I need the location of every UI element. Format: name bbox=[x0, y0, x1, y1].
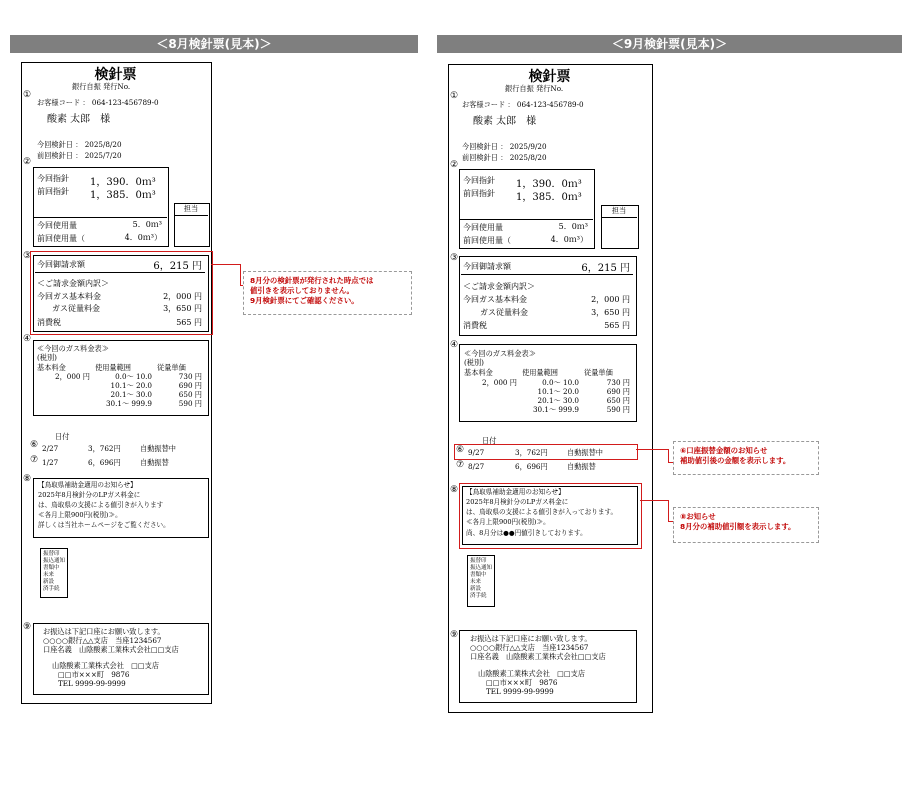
note-line: ⑧お知らせ bbox=[680, 512, 716, 521]
reading-divider bbox=[33, 217, 167, 218]
rate-table-taxnote: (税別) bbox=[37, 353, 57, 362]
pay-amount: 3，762円 bbox=[515, 448, 548, 457]
notice-line: は、鳥取県の支援による値引きが入ります bbox=[38, 501, 164, 509]
customer-code: お客様コード ： 064-123-456789-0 bbox=[462, 100, 584, 109]
rate-unit: 730 円 bbox=[606, 378, 630, 387]
rate-col-unit: 従量単価 bbox=[157, 363, 186, 372]
current-reading-label: 今回指針 bbox=[463, 176, 495, 185]
callout-line bbox=[240, 264, 241, 286]
slip-title: 検針票 bbox=[528, 69, 571, 85]
marker-9: ⑨ bbox=[450, 630, 459, 640]
rate-table-title: ≪今回のガス料金表≫ bbox=[37, 344, 109, 353]
header-august: ＜8月検針票(見本)＞ bbox=[10, 35, 418, 53]
previous-reading: 1，385．0ｍ³ bbox=[516, 192, 582, 203]
notice-line: ≪各月上限900円(税別)≫。 bbox=[466, 518, 550, 526]
breakdown-heading: ＜ご請求金額内訳＞ bbox=[463, 282, 535, 291]
current-usage: 5．0ｍ³ bbox=[132, 220, 162, 229]
bill-amount: 6，215 円 bbox=[581, 263, 630, 274]
bank-line: □□市×××町 9876 bbox=[58, 670, 130, 679]
breakdown-heading: ＜ご請求金額内訳＞ bbox=[37, 279, 109, 288]
usage-fee-label: ガス従量料金 bbox=[52, 304, 100, 313]
bank-line: 口座名義 山陰酸素工業株式会社□□支店 bbox=[470, 652, 606, 661]
rate-table-title: ≪今回のガス料金表≫ bbox=[464, 349, 536, 358]
marker-4: ④ bbox=[450, 340, 459, 350]
marker-4: ④ bbox=[23, 334, 32, 344]
rate-unit: 590 円 bbox=[606, 405, 630, 414]
rate-range: 30.1～ 999.9 bbox=[105, 399, 152, 408]
header-september: ＜9月検針票(見本)＞ bbox=[437, 35, 902, 53]
rate-range: 10.1～ 20.0 bbox=[537, 387, 579, 396]
note-line: 補助値引後の金額を表示します。 bbox=[680, 456, 791, 465]
rate-range: 30.1～ 999.9 bbox=[532, 405, 579, 414]
bill-divider bbox=[35, 272, 205, 273]
notice-line: 【鳥取県補助金適用のお知らせ】 bbox=[466, 488, 565, 496]
previous-usage-label: 前回使用量（ bbox=[463, 236, 511, 245]
stamp-text: 新設 bbox=[470, 586, 482, 592]
bank-line: TEL 9999-99-9999 bbox=[58, 679, 126, 688]
bank-line: 口座名義 山陰酸素工業株式会社□□支店 bbox=[43, 645, 179, 654]
note-line: 9月検針票にてご確認ください。 bbox=[250, 296, 359, 305]
slip-subtitle: 銀行自振 発行No. bbox=[505, 84, 564, 93]
customer-name: 酸素 太郎 様 bbox=[47, 114, 111, 125]
bank-line: □□市×××町 9876 bbox=[486, 678, 558, 687]
customer-code: お客様コード ： 064-123-456789-0 bbox=[37, 98, 159, 107]
rate-col-range: 使用量範囲 bbox=[522, 368, 558, 377]
pay-status: 自動振替中 bbox=[567, 448, 603, 457]
marker-7: ⑦ bbox=[456, 460, 465, 470]
marker-1: ① bbox=[450, 91, 459, 101]
previous-meter-date: 前回検針日 ： 2025/7/20 bbox=[37, 151, 122, 160]
stamp-text: 振込通知 bbox=[43, 558, 66, 564]
bank-line: ○○○○銀行△△支店 当座1234567 bbox=[470, 643, 589, 652]
rate-unit: 690 円 bbox=[606, 387, 630, 396]
stamp-text: 済手続 bbox=[470, 593, 487, 599]
pay-date: 1/27 bbox=[42, 458, 59, 467]
note-line: 8月分の検針票が発行された時点では bbox=[250, 276, 374, 285]
pay-date: 9/27 bbox=[468, 448, 485, 457]
usage-fee: 3，650 円 bbox=[591, 308, 630, 317]
rate-col-basic: 基本料金 bbox=[37, 363, 66, 372]
rate-range: 10.1～ 20.0 bbox=[110, 381, 152, 390]
rate-basic-fee: 2，000 円 bbox=[55, 372, 90, 381]
previous-reading-label: 前回指針 bbox=[37, 187, 69, 196]
marker-2: ② bbox=[450, 160, 459, 170]
current-reading: 1，390．0ｍ³ bbox=[516, 179, 582, 190]
marker-7: ⑦ bbox=[30, 455, 39, 465]
previous-usage: 4．0ｍ³） bbox=[124, 233, 162, 242]
callout-line bbox=[636, 449, 669, 450]
previous-reading: 1，385．0ｍ³ bbox=[90, 190, 156, 201]
callout-line bbox=[640, 500, 669, 501]
marker-9: ⑨ bbox=[23, 622, 32, 632]
rate-range: 0.0～ 10.0 bbox=[542, 378, 579, 387]
pay-amount: 6，696円 bbox=[88, 458, 121, 467]
pay-amount: 3，762円 bbox=[88, 444, 121, 453]
previous-usage-label: 前回使用量（ bbox=[37, 234, 85, 243]
current-usage-label: 今回使用量 bbox=[37, 221, 77, 230]
stamp-text: 済手続 bbox=[43, 586, 60, 592]
marker-6: ⑥ bbox=[456, 445, 465, 455]
notice-line: 尚、8月分は●●円値引きしております。 bbox=[466, 529, 587, 537]
right-callout-note-notice bbox=[673, 507, 819, 543]
stamp-text: 書類中 bbox=[470, 572, 487, 578]
bill-amount: 6，215 円 bbox=[153, 261, 202, 272]
marker-8: ⑧ bbox=[450, 485, 459, 495]
rate-unit: 690 円 bbox=[178, 381, 202, 390]
rate-col-range: 使用量範囲 bbox=[95, 363, 131, 372]
stamp-text: 未来 bbox=[43, 572, 55, 578]
rate-unit: 650 円 bbox=[178, 390, 202, 399]
pay-date: 2/27 bbox=[42, 444, 59, 453]
marker-3: ③ bbox=[23, 251, 32, 261]
note-line: ⑥口座振替金額のお知らせ bbox=[680, 446, 768, 455]
current-usage-label: 今回使用量 bbox=[463, 223, 503, 232]
date-label: 日付 bbox=[482, 436, 497, 445]
marker-2: ② bbox=[23, 157, 32, 167]
rate-basic-fee: 2，000 円 bbox=[482, 378, 517, 387]
stamp-text: 書類中 bbox=[43, 565, 60, 571]
marker-6: ⑥ bbox=[30, 440, 39, 450]
current-reading-label: 今回指針 bbox=[37, 174, 69, 183]
previous-reading-label: 前回指針 bbox=[463, 189, 495, 198]
pay-amount: 6，696円 bbox=[515, 462, 548, 471]
notice-line: ≪各月上限900円(税別)≫。 bbox=[38, 511, 122, 519]
date-label: 日付 bbox=[55, 432, 70, 441]
rate-col-unit: 従量単価 bbox=[584, 368, 613, 377]
notice-line: 2025年8月検針分のLPガス料金に bbox=[38, 491, 141, 499]
note-line: 値引きを表示しておりません。 bbox=[250, 286, 354, 295]
previous-meter-date: 前回検針日 ： 2025/8/20 bbox=[462, 153, 547, 162]
rate-range: 20.1～ 30.0 bbox=[537, 396, 579, 405]
stamp-text: 振替印 bbox=[470, 558, 487, 564]
right-callout-note-payment bbox=[673, 441, 819, 475]
callout-line bbox=[668, 449, 669, 463]
rate-unit: 650 円 bbox=[606, 396, 630, 405]
bank-line: 山陰酸素工業株式会社 □□支店 bbox=[478, 669, 586, 678]
notice-line: 【鳥取県補助金適用のお知らせ】 bbox=[38, 481, 137, 489]
bank-line: TEL 9999-99-9999 bbox=[486, 687, 554, 696]
bank-line: お振込は下記口座にお願い致します。 bbox=[470, 634, 592, 643]
pay-date: 8/27 bbox=[468, 462, 485, 471]
previous-usage: 4．0ｍ³） bbox=[550, 235, 588, 244]
bank-line: 山陰酸素工業株式会社 □□支店 bbox=[52, 661, 160, 670]
stamp-text: 未来 bbox=[470, 579, 482, 585]
notice-line: は、鳥取県の支援による値引きが入っております。 bbox=[466, 508, 618, 516]
tax-label: 消費税 bbox=[37, 318, 61, 327]
marker-3: ③ bbox=[450, 253, 459, 263]
notice-line: 詳しくは当社ホームページをご覧ください。 bbox=[38, 521, 170, 529]
tax-amount: 565 円 bbox=[604, 321, 630, 330]
basic-fee-label: 今回ガス基本料金 bbox=[37, 292, 101, 301]
bank-line: お振込は下記口座にお願い致します。 bbox=[43, 627, 165, 636]
rate-table-taxnote: (税別) bbox=[464, 358, 484, 367]
reading-divider bbox=[459, 219, 593, 220]
pay-status: 自動振替 bbox=[140, 458, 169, 467]
pay-status: 自動振替 bbox=[567, 462, 596, 471]
usage-fee: 3，650 円 bbox=[163, 304, 202, 313]
customer-name: 酸素 太郎 様 bbox=[473, 116, 537, 127]
marker-8: ⑧ bbox=[23, 474, 32, 484]
bill-label: 今回御請求額 bbox=[463, 262, 511, 271]
bill-label: 今回御請求額 bbox=[37, 260, 85, 269]
slip-title: 検針票 bbox=[94, 67, 137, 83]
usage-fee-label: ガス従量料金 bbox=[480, 308, 528, 317]
slip-subtitle: 銀行自振 発行No. bbox=[72, 82, 131, 91]
left-callout-note bbox=[243, 271, 412, 315]
pay-status: 自動振替中 bbox=[140, 444, 176, 453]
tax-amount: 565 円 bbox=[176, 318, 202, 327]
tax-label: 消費税 bbox=[463, 321, 487, 330]
basic-fee: 2，000 円 bbox=[591, 295, 630, 304]
rate-range: 0.0～ 10.0 bbox=[115, 372, 152, 381]
current-usage: 5．0ｍ³ bbox=[558, 222, 588, 231]
stamp-text: 振替印 bbox=[43, 551, 60, 557]
note-line: 8月分の補助値引額を表示します。 bbox=[680, 522, 796, 531]
staff-label: 担当 bbox=[174, 204, 208, 216]
rate-unit: 730 円 bbox=[178, 372, 202, 381]
rate-range: 20.1～ 30.0 bbox=[110, 390, 152, 399]
rate-unit: 590 円 bbox=[178, 399, 202, 408]
staff-label: 担当 bbox=[601, 206, 637, 218]
current-meter-date: 今回検針日 ： 2025/9/20 bbox=[462, 142, 547, 151]
bill-divider bbox=[461, 274, 633, 275]
callout-line bbox=[211, 264, 241, 265]
basic-fee-label: 今回ガス基本料金 bbox=[463, 295, 527, 304]
stamp-text: 振込通知 bbox=[470, 565, 493, 571]
current-reading: 1，390．0ｍ³ bbox=[90, 177, 156, 188]
rate-col-basic: 基本料金 bbox=[464, 368, 493, 377]
marker-1: ① bbox=[23, 90, 32, 100]
notice-line: 2025年8月検針分のLPガス料金に bbox=[466, 498, 569, 506]
bank-line: ○○○○銀行△△支店 当座1234567 bbox=[43, 636, 162, 645]
basic-fee: 2，000 円 bbox=[163, 292, 202, 301]
current-meter-date: 今回検針日 ： 2025/8/20 bbox=[37, 140, 122, 149]
stamp-text: 新設 bbox=[43, 579, 55, 585]
callout-line bbox=[668, 500, 669, 522]
